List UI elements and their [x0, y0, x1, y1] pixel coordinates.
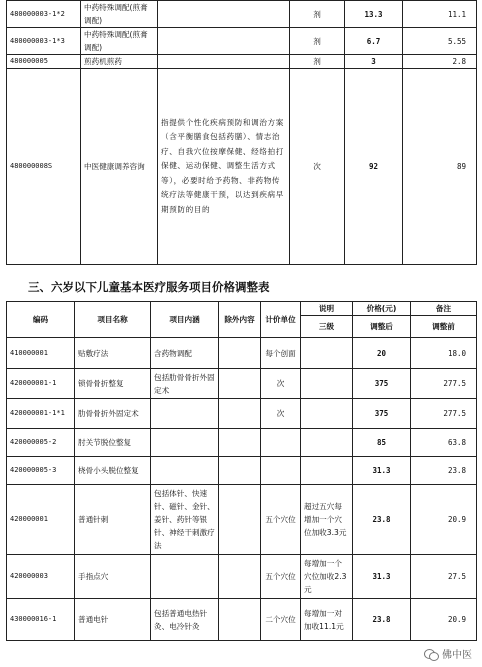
item-unit: 次	[261, 369, 301, 399]
item-code: 420000001	[7, 485, 75, 555]
price-value: 92	[345, 69, 403, 265]
table-row	[7, 28, 477, 55]
price-before: 18.0	[411, 338, 477, 369]
section-title: 三、六岁以下儿童基本医疗服务项目价格调整表	[28, 280, 270, 294]
item-name: 普通电针	[75, 599, 151, 641]
item-name: 肘关节脱位整复	[75, 429, 151, 457]
item-explain	[301, 429, 353, 457]
item-explain	[301, 338, 353, 369]
item-code: 480000003-1*2	[7, 1, 81, 28]
header-row	[7, 302, 477, 316]
header-note: 备注	[411, 302, 477, 316]
item-code: 480000003-1*3	[7, 28, 81, 55]
item-unit	[261, 457, 301, 485]
item-code: 410000001	[7, 338, 75, 369]
item-content: 含药物调配	[151, 338, 219, 369]
item-code: 420000003	[7, 555, 75, 599]
price-before: 23.8	[411, 457, 477, 485]
item-unit: 每个创面	[261, 338, 301, 369]
item-exclusion	[219, 338, 261, 369]
table-row	[7, 369, 477, 399]
price-after: 375	[353, 369, 411, 399]
item-content	[151, 399, 219, 429]
item-name: 中药特殊调配(煎膏调配)	[81, 28, 158, 55]
header-name: 项目名称	[75, 302, 151, 338]
item-exclusion	[219, 555, 261, 599]
item-exclusion	[219, 599, 261, 641]
item-exclusion	[219, 369, 261, 399]
table-row	[7, 55, 477, 69]
item-exclusion	[219, 457, 261, 485]
top-price-table	[6, 0, 477, 265]
price-value-old: 11.1	[403, 1, 477, 28]
item-exclusion	[219, 485, 261, 555]
item-explain: 每增加一个穴位加收2.3元	[301, 555, 353, 599]
price-after: 375	[353, 399, 411, 429]
price-value-old: 2.8	[403, 55, 477, 69]
header-unit: 计价单位	[261, 302, 301, 338]
price-after: 85	[353, 429, 411, 457]
header-content: 项目内涵	[151, 302, 219, 338]
item-explain	[301, 457, 353, 485]
table-row	[7, 338, 477, 369]
price-before: 63.8	[411, 429, 477, 457]
item-unit: 二个穴位	[261, 599, 301, 641]
item-exclusion	[219, 399, 261, 429]
header-after: 调整后	[353, 316, 411, 338]
item-content	[151, 457, 219, 485]
header-code: 编码	[7, 302, 75, 338]
item-explain: 每增加一对加收11.1元	[301, 599, 353, 641]
item-content: 指提供个性化疾病预防和调治方案（含平衡膳食包括药膳）、情志治疗、自我穴位按摩保健、经络拍打保健、运动保健、调整生活方式等），必要时给予药物、非药物传统疗法等健康干预，以达到疾病早期预防的目的	[158, 69, 290, 265]
item-code: 430000016-1	[7, 599, 75, 641]
table-row	[7, 485, 477, 555]
item-code: 480000005	[7, 55, 81, 69]
wechat-icon	[424, 648, 438, 660]
header-level: 三级	[301, 316, 353, 338]
price-value: 13.3	[345, 1, 403, 28]
item-unit	[261, 429, 301, 457]
item-content	[158, 28, 290, 55]
price-value: 6.7	[345, 28, 403, 55]
item-unit: 次	[261, 399, 301, 429]
child-price-table	[6, 301, 477, 641]
price-before: 277.5	[411, 399, 477, 429]
item-unit: 剂	[290, 28, 345, 55]
header-exclusion: 除外内容	[219, 302, 261, 338]
price-value: 3	[345, 55, 403, 69]
table-row	[7, 69, 477, 265]
item-code: 420000005-2	[7, 429, 75, 457]
item-code: 480000008S	[7, 69, 81, 265]
item-content: 包括体针、快速针、磁针、金针、姜针、药针等银针、神经干刺激疗法	[151, 485, 219, 555]
item-explain	[301, 399, 353, 429]
header-explain: 说明	[301, 302, 353, 316]
table-row	[7, 457, 477, 485]
price-before: 20.9	[411, 599, 477, 641]
item-unit: 五个穴位	[261, 555, 301, 599]
item-content	[158, 55, 290, 69]
table-row	[7, 555, 477, 599]
item-content: 包括肋骨骨折外固定术	[151, 369, 219, 399]
header-before: 调整前	[411, 316, 477, 338]
price-before: 27.5	[411, 555, 477, 599]
price-after: 23.8	[353, 485, 411, 555]
price-value-old: 89	[403, 69, 477, 265]
item-name: 锁骨骨折整复	[75, 369, 151, 399]
item-content	[151, 555, 219, 599]
item-name: 煎药机煎药	[81, 55, 158, 69]
item-unit: 次	[290, 69, 345, 265]
item-unit: 五个穴位	[261, 485, 301, 555]
table-row	[7, 429, 477, 457]
item-name: 肋骨骨折外固定术	[75, 399, 151, 429]
price-after: 20	[353, 338, 411, 369]
table-row	[7, 399, 477, 429]
item-content	[158, 1, 290, 28]
header-price: 价格(元)	[353, 302, 411, 316]
price-value-old: 5.55	[403, 28, 477, 55]
item-name: 贴敷疗法	[75, 338, 151, 369]
item-name: 普通针刺	[75, 485, 151, 555]
watermark-text: 佛中医	[442, 650, 472, 661]
item-code: 420000005-3	[7, 457, 75, 485]
item-exclusion	[219, 429, 261, 457]
item-content	[151, 429, 219, 457]
item-explain	[301, 369, 353, 399]
item-content: 包括普通电热针灸、电冷针灸	[151, 599, 219, 641]
item-name: 手指点穴	[75, 555, 151, 599]
item-unit: 剂	[290, 1, 345, 28]
price-after: 31.3	[353, 555, 411, 599]
item-name: 中医健康调养咨询	[81, 69, 158, 265]
table-row	[7, 1, 477, 28]
table-row	[7, 599, 477, 641]
price-before: 20.9	[411, 485, 477, 555]
item-explain: 超过五穴每增加一个穴位加收3.3元	[301, 485, 353, 555]
item-code: 420000001-1	[7, 369, 75, 399]
watermark	[424, 646, 472, 661]
price-after: 23.8	[353, 599, 411, 641]
item-name: 中药特殊调配(煎膏调配)	[81, 1, 158, 28]
price-after: 31.3	[353, 457, 411, 485]
item-code: 420000001-1*1	[7, 399, 75, 429]
item-unit: 剂	[290, 55, 345, 69]
item-name: 桡骨小头脱位整复	[75, 457, 151, 485]
price-before: 277.5	[411, 369, 477, 399]
